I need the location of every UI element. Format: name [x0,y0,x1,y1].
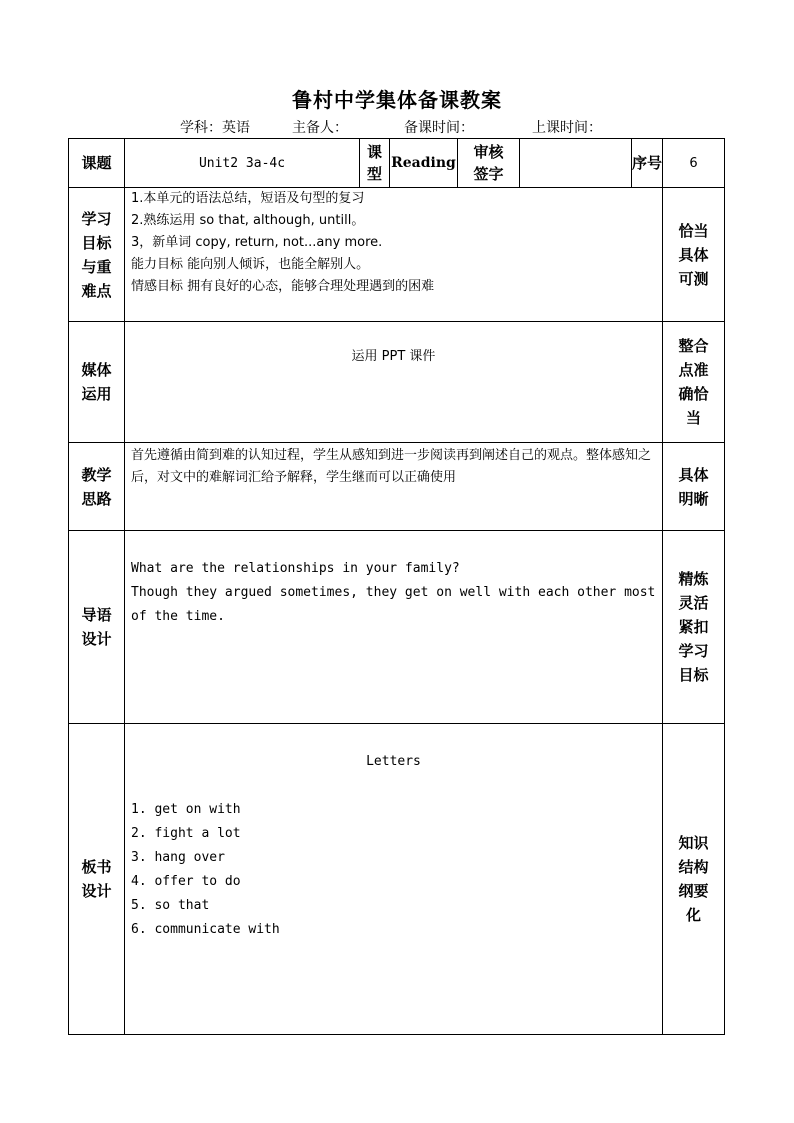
goals-line: 2.熟练运用 so that, although, untill。 [131,213,365,228]
media-row [69,322,725,443]
board-content [125,724,663,1035]
goals-line: 1.本单元的语法总结，短语及句型的复习 [131,191,365,206]
board-heading: Letters [366,754,421,769]
goals-content [125,188,663,322]
meta-class-time: 上课时间： [532,120,602,136]
meta-preparer: 主备人： [292,120,348,136]
intro-right-label: 精炼灵活紧扣学习目标 [663,531,725,724]
meta-subject: 学科：英语 [180,120,250,136]
board-item: 2. fight a lot [131,826,241,841]
goals-line: 3，新单词 copy, return, not...any more. [131,235,383,250]
type-label: 课型 [360,139,390,188]
board-row [69,724,725,1035]
intro-line: What are the relationships in your family? [131,561,460,576]
meta-prep-time: 备课时间： [404,120,474,136]
intro-line: Though they argued sometimes, they get on well with each other most of the time. [131,585,656,624]
review-label: 审核签字 [458,139,520,188]
topic-value: Unit2 3a-4c [125,139,360,188]
page-title: 鲁村中学集体备课教案 [292,88,502,112]
board-item: 4. offer to do [131,874,241,889]
intro-row [69,531,725,724]
media-label: 媒体运用 [69,322,125,443]
goals-right-label: 恰当具体可测 [663,188,725,322]
approach-label: 教学思路 [69,443,125,531]
board-item: 6. communicate with [131,922,280,937]
board-item: 1. get on with [131,802,241,817]
order-value: 6 [663,139,725,188]
board-right-label: 知识结构纲要化 [663,724,725,1035]
goals-line: 情感目标 拥有良好的心态，能够合理处理遇到的困难 [131,279,435,294]
review-value [520,139,632,188]
approach-right-label: 具体明晰 [663,443,725,531]
media-content: 运用 PPT 课件 [125,322,663,443]
order-label: 序号 [632,139,663,188]
goals-row [69,188,725,322]
intro-content [125,531,663,724]
board-item: 3. hang over [131,850,225,865]
board-item: 5. so that [131,898,210,913]
type-value: Reading [390,139,458,188]
topic-label: 课题 [69,139,125,188]
intro-label: 导语设计 [69,531,125,724]
goals-line: 能力目标 能向别人倾诉，也能全解别人。 [131,257,370,272]
media-right-label: 整合点准确恰当 [663,322,725,443]
lesson-plan-table [68,138,725,1035]
goals-label: 学习目标与重难点 [69,188,125,322]
board-label: 板书设计 [69,724,125,1035]
approach-row [69,443,725,531]
approach-content: 首先遵循由简到难的认知过程，学生从感知到进一步阅读再到阐述自己的观点。整体感知之后，对文中的难解词汇给予解释，学生继而可以正确使用 [125,443,663,531]
header-row [69,139,725,188]
